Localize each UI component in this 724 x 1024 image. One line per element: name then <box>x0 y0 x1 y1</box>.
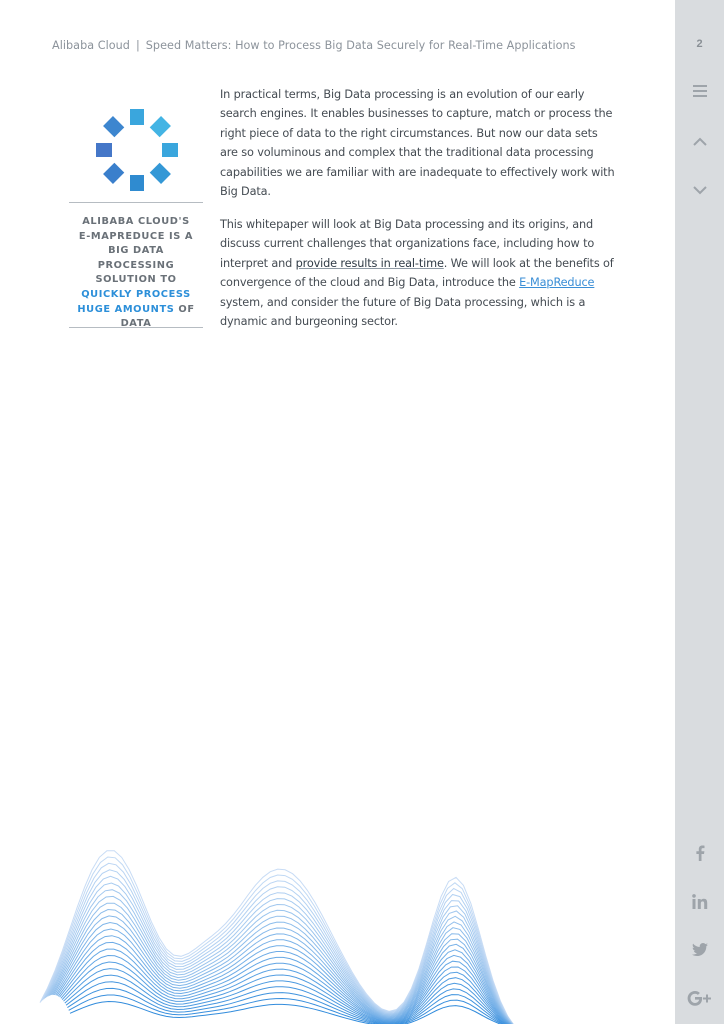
pull-quote-line: BIG DATA PROCESSING <box>97 245 175 271</box>
whitepaper-overview-paragraph <box>220 215 618 331</box>
wave-line <box>62 962 530 1024</box>
paragraph-text: . We will look at the benefits of convergence of the cloud and Big Data, introduce the <box>220 256 614 290</box>
linkedin-icon <box>691 893 709 911</box>
decorative-wave-lines <box>0 800 675 1024</box>
next-page-button[interactable] <box>675 184 724 196</box>
wave-line <box>60 949 534 1024</box>
e-mapreduce-link[interactable]: E-MapReduce <box>519 276 595 290</box>
pull-quote-line: SOLUTION TO <box>95 274 177 286</box>
page-number: 2 <box>696 38 703 50</box>
paragraph-text: system, and consider the future of Big Data processing, which is a dynamic and burgeoning sector. <box>220 295 586 329</box>
menu-icon <box>692 84 708 98</box>
paragraph-text: This whitepaper will look at Big Data processing and its origins, and discuss current challenges that organizations face, including how to interpret and <box>220 218 595 270</box>
previous-page-button[interactable] <box>675 136 724 148</box>
facebook-share-button[interactable] <box>675 844 724 862</box>
wave-line <box>64 969 529 1024</box>
real-time-results-link[interactable]: provide results in real-time <box>295 256 444 270</box>
chevron-down-icon <box>692 184 708 196</box>
pull-quote-line: ALIBABA CLOUD'S <box>82 216 190 227</box>
twitter-share-button[interactable] <box>675 942 724 958</box>
navigation-sidebar <box>675 0 724 1024</box>
header-brand: Alibaba Cloud <box>52 39 130 52</box>
wave-line <box>57 936 537 1024</box>
e-mapreduce-logo <box>93 106 181 194</box>
wave-line <box>66 982 525 1024</box>
page-header <box>52 39 576 52</box>
pull-quote-highlight: HUGE AMOUNTS <box>77 303 175 315</box>
linkedin-share-button[interactable] <box>675 893 724 911</box>
wave-line <box>70 1002 520 1024</box>
pull-quote-highlight: QUICKLY PROCESS <box>81 288 191 300</box>
header-title: Speed Matters: How to Process Big Data Securely for Real-Time Applications <box>145 39 576 52</box>
pull-quote-line: E-MAPREDUCE IS A <box>78 230 194 242</box>
menu-button[interactable] <box>675 84 724 98</box>
header-separator: | <box>135 39 140 52</box>
pull-quote-line: DATA <box>120 318 152 330</box>
facebook-icon <box>692 844 708 862</box>
intro-paragraph: In practical terms, Big Data processing is an evolution of our early search engines. It enables businesses to capture, match or process the right piece of data to the right circumstances. But now our data sets are so voluminous and complex that the traditional data processing capabilities we are familiar with are inadequate to effectively work with Big Data. <box>220 88 615 199</box>
pull-quote-line: OF <box>174 303 195 315</box>
wave-line <box>61 956 532 1024</box>
wave-line <box>69 995 522 1024</box>
google-plus-icon <box>687 990 713 1006</box>
pull-quote <box>69 202 203 328</box>
google-plus-share-button[interactable] <box>675 990 724 1006</box>
twitter-icon <box>691 942 709 958</box>
chevron-up-icon <box>692 136 708 148</box>
